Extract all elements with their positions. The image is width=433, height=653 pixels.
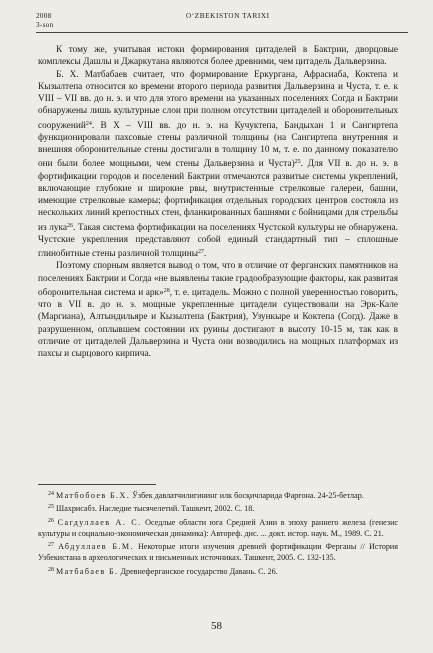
footnote-27 xyxy=(38,540,398,564)
footnote-author: Абдуллаев Б.М. xyxy=(58,542,134,552)
footnote-number: 26 xyxy=(48,517,54,524)
paragraph-2 xyxy=(38,69,398,261)
footnote-number: 27 xyxy=(48,542,54,549)
footnote-rule xyxy=(38,484,156,485)
footnote-author: Матбабаев Б. xyxy=(56,566,119,576)
footnote-28 xyxy=(38,565,398,577)
footnote-24 xyxy=(38,489,398,501)
footnote-author: Сагдуллаев А. С. xyxy=(57,517,142,527)
footnotes xyxy=(38,489,398,578)
paragraph-1 xyxy=(38,44,398,69)
page-number: 58 xyxy=(211,620,222,632)
header-journal-title: O‘ZBEKISTON TARIXI xyxy=(186,12,270,20)
footnote-text: Ўзбек давлатчилигининг илк босқичларида Фарғона. 24-25-бетлар. xyxy=(130,491,364,500)
paragraph-2-text-d: . Такая система фортификации на поселениях Чустской культуры не обнаружена. Чустские укрепления представляют собой единый стандартный тип – сплошные глинобитные стены различной толщины xyxy=(38,222,399,259)
footnote-26 xyxy=(38,516,398,540)
footnote-ref-27: 27 xyxy=(198,249,205,255)
footnote-text: Шахрисабз. Наследие тысячелетий. Ташкент, 2002. С. 18. xyxy=(56,504,255,514)
header-rule xyxy=(36,32,408,33)
paragraph-2-text-c: . Для VII в. до н. э. в фортификации городов и поселений Бактрии отмечаются развитые системы укреплений, включающие глубокие и широкие рвы, внутристенные стрелковые галереи, башни, имеющие стрелковые камеры; фортификация отдельных городских центров состояла из нескольких линий крепостных стен, фланкированных башнями с бойницами для стрельбы из лука xyxy=(38,159,398,233)
header-year: 2008 xyxy=(36,12,52,20)
paragraph-2-text: Б. Х. Матбабаев считает, что формирование Еркургана, Афрасиаба, Коктепа и Кызылтепа относится ко времени второго периода развития Дальверзина и Чуста, т. е. к VIII – VII вв. до н. э. и что для этого времени на указанных поселениях Согда и Бактрии обнаружены лишь культурные слои при полном отсутствии цитаделей и оборонительных сооружений xyxy=(38,69,398,131)
paragraph-3 xyxy=(38,260,398,360)
footnote-text: Древнеферганское государство Давань. С. 26. xyxy=(118,566,278,576)
footnote-number: 28 xyxy=(48,566,54,573)
paragraph-3-text: Поэтому спорным является вывод о том, что в отличие от ферганских памятников на поселениях Бактрии и Согда «не выявлены такие градообразующие факторы, как развитая оборонительная система и арк» xyxy=(38,261,398,298)
footnote-author: Матбобоев Б.Х. xyxy=(56,491,131,500)
running-header xyxy=(36,12,408,34)
footnote-25 xyxy=(38,502,398,514)
header-issue: 3-son xyxy=(36,21,54,29)
footnote-text: Некоторые итоги изучения древней фортификации Ферганы // История Узбекистана в археологических и письменных источниках. Ташкент, 2005. С. 132-135. xyxy=(38,542,398,563)
footnote-ref-26: 26 xyxy=(67,222,74,229)
paragraph-1-text: К тому же, учитывая истоки формирования цитаделей в Бактрии, дворцовые комплексы Дашлы и Джаркутана являются более древними, чем цитадель Дальверзина. xyxy=(38,45,398,68)
main-text xyxy=(38,44,398,360)
paragraph-3-text-b: , т. е. цитадель. Можно с полной уверенностью говорить, что в VII в. до н. э. мощные укрепленные цитадели существовали на Эрк-Кале (Маргиана), Алтындильяре и Кызылтепа (Бактрия), Узункыре и Коктепа (Согд). Даже в разрушенном, оплывшем состоянии их руины достигают в высоту 10-15 м, так как в отличие от цитаделей Дальверзина и Чуста они возводились на мощных платформах из пахсы и сырцового кирпича. xyxy=(38,287,398,359)
footnote-ref-25: 25 xyxy=(294,159,301,166)
footnote-number: 24 xyxy=(48,491,54,497)
footnote-ref-24: 24 xyxy=(85,120,92,127)
paragraph-2-text-e: . xyxy=(204,249,207,259)
footnote-text: Оседлые области юга Средней Азии в эпоху раннего железа (генезис культуры и социально-экономическая динамика): Автореф. дис. ... докт. истор. наук. М., 1989. С. 21. xyxy=(38,517,398,538)
paragraph-2-text-b: . В X – VIII вв. до н. э. на Кучуктепа, Бандыхан 1 и Сангиртепа функционировали пахсовые стены различной толщины (на Сангиртепа внутренняя и внешняя оборонительные стены достигали в толщину 10 м, т. е. по данному показателю они были более мощными, чем стены Дальверзина и Чуста) xyxy=(38,120,398,170)
footnote-ref-28: 28 xyxy=(163,287,170,294)
footnote-number: 25 xyxy=(48,504,54,511)
